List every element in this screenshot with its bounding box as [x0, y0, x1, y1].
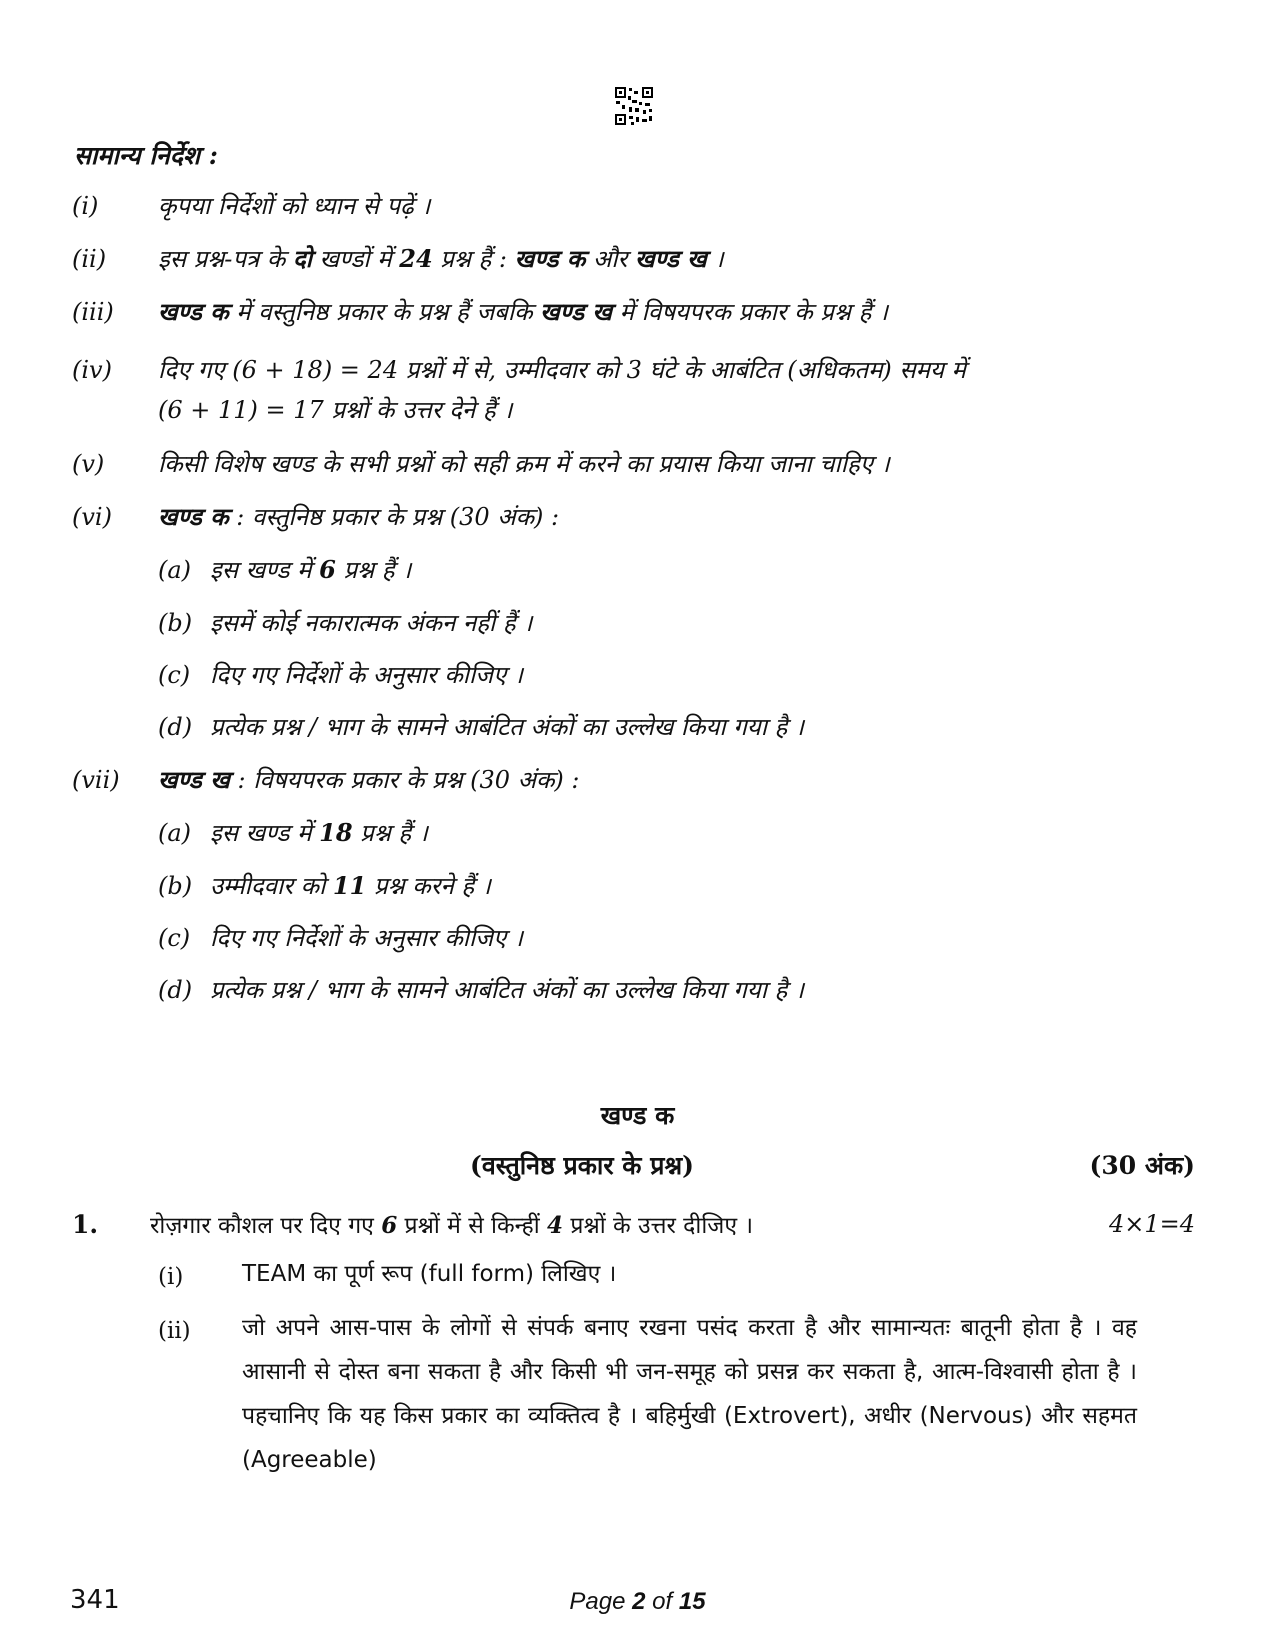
- section-marks: (30 अंक): [1089, 1151, 1195, 1180]
- option-number: (ii): [158, 1318, 191, 1344]
- question-text: रोज़गार कौशल पर दिए गए 6 प्रश्नों में से किन्हीं 4 प्रश्नों के उत्तर दीजिए ।: [150, 1212, 754, 1239]
- section-subheading: (वस्तुनिष्ठ प्रकार के प्रश्न): [470, 1151, 694, 1180]
- qr-code-icon: [614, 86, 654, 126]
- question-marks: 4×1=4: [1108, 1210, 1195, 1238]
- option-number: (i): [158, 1264, 184, 1290]
- general-instructions-title: सामान्य निर्देश :: [74, 141, 218, 170]
- page-number: Page 2 of 15: [569, 1588, 706, 1615]
- section-heading: खण्ड क: [600, 1101, 675, 1130]
- option-text: TEAM का पूर्ण रूप (full form) लिखिए ।: [242, 1261, 617, 1287]
- paper-code: 341: [70, 1585, 120, 1615]
- option-text: जो अपने आस-पास के लोगों से संपर्क बनाए रखना पसंद करता है और सामान्यतः बातूनी होता है । वह आसानी से दोस्त बना सकता है और किसी भी जन-समूह को प्रसन्न कर सकता है, आत्म-विश्वासी होता है । पहचानिए कि यह किस प्रकार का व्यक्तित्व है । बहिर्मुखी (Extrovert), अधीर (Nervous) और सहमत (Agreeable): [242, 1315, 1137, 1473]
- question-number: 1.: [72, 1210, 99, 1239]
